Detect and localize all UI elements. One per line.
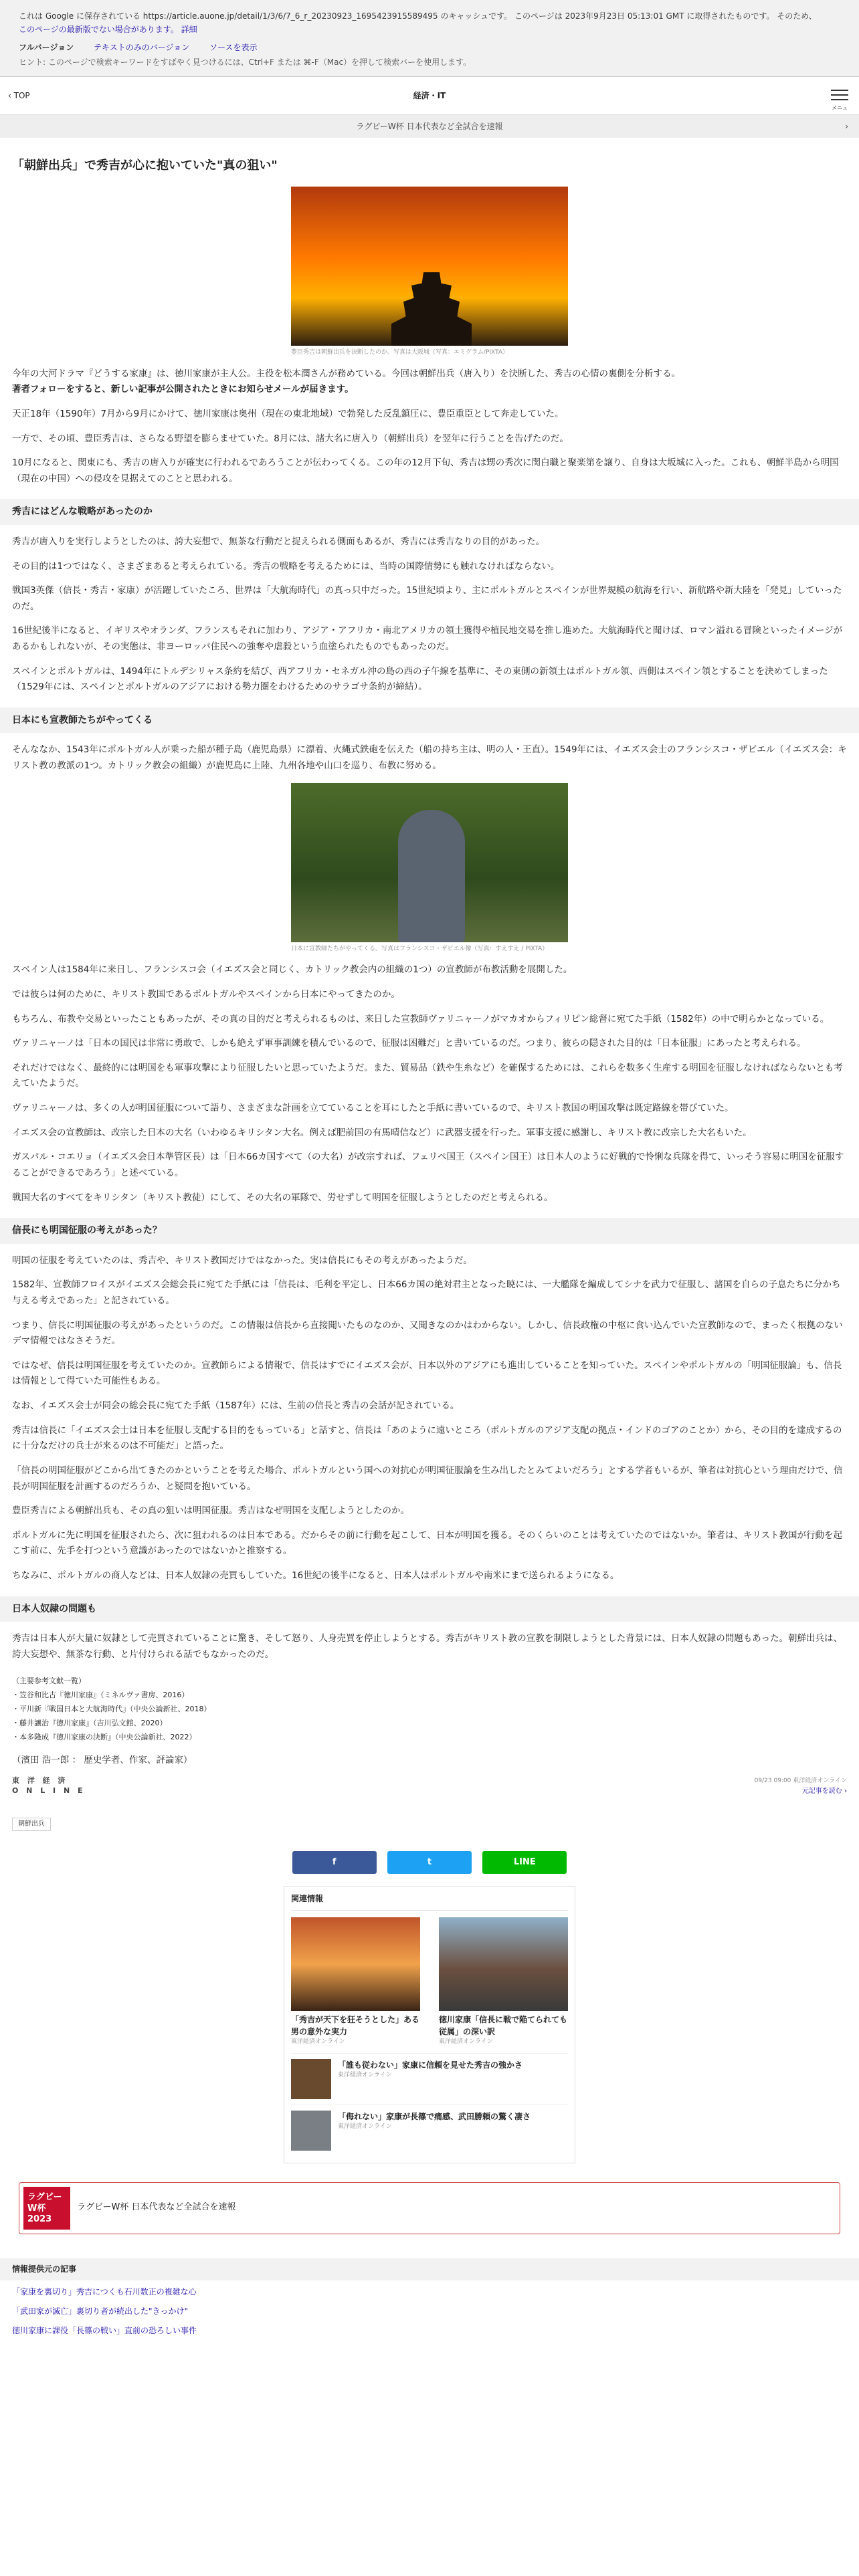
article-photo-castle	[291, 187, 568, 357]
references: （主要参考文献一覧） ・笠谷和比古『徳川家康』（ミネルヴァ書房、2016） ・平川新『戦国日本と大航海時代』（中央公論新社、2018） ・藤井讓治『徳川家康』（吉川弘文館、2020） ・本多隆成『徳川家康の決断』（中央公論新社、2022）	[12, 1675, 847, 1744]
author-line: （濱田 浩一郎 ： 歴史学者、作家、評論家）	[12, 1754, 193, 1765]
provider-articles: 情報提供元の記事 「家康を裏切り」秀吉につくも石川数正の複雑な心 「武田家が滅亡」裏切り者が続出した"きっかけ" 徳川家康に課役「長篠の戦い」直前の恐ろしい事件	[12, 2258, 847, 2338]
section-heading: 信長にも明国征服の考えがあった？	[0, 1218, 859, 1244]
top-nav	[0, 77, 859, 115]
paragraph: 秀吉は日本人が大量に奴隷として売買されていることに驚き、そして怒り、人身売買を停止しようとする。秀吉がキリスト教の宣教を制限しようとした背景には、日本人奴隷の問題もあった。朝鮮出兵は、誇大妄想や、無茶な行動、と片付けられる話でもなかったのだ。	[12, 1633, 843, 1660]
top-back-button[interactable]: ‹ TOP	[8, 90, 30, 100]
related-articles: 関連情報 「秀吉が天下を狂そうとした」ある男の意外な実力 東洋経済オンライン 徳川家康「信長に戦で陥てられても従属」の深い訳 東洋経済オンライン 「誰も従わない」家康に信頼を見せた秀吉の強かさ 東洋経済オンライン 「侮れない」家康が長篠で痛感、武田勝頼の驚く凄さ 東洋経済オンライン	[284, 1886, 575, 2164]
paragraph: ヴァリニャーノは、多くの人が明国征服について語り、さまざまな計画を立てていることを耳にしたと手紙に書いているので、キリスト教国の明国攻撃は既定路線を帯びていた。	[12, 1103, 734, 1113]
chevron-left-icon: ‹	[8, 90, 14, 100]
paragraph: それだけではなく、最終的には明国をも軍事攻撃により征服したいと思っていたようだ。また、貿易品（鉄や生糸など）を確保するためには、これらを数多く生産する明国を征服しなければならないとも考えていたようだ。	[12, 1062, 843, 1089]
facebook-share-button[interactable]: f	[292, 1851, 377, 1874]
publisher-logo: 東 洋 経 済 O N L I N E	[12, 1776, 86, 1795]
paragraph: 「信長の明国征服がどこから出てきたのかということを考えた場合、ポルトガルという国への対抗心が明国征服論を生み出したとみてよいだろう」とする学者もいるが、筆者は対抗心という理由だけで、信長が明国征服を計画するのだろうか、と疑問を抱いている。	[12, 1465, 843, 1492]
section-heading: 日本人奴隷の問題も	[0, 1596, 859, 1622]
paragraph: スペイン人は1584年に来日し、フランシスコ会（イエズス会と同じく、カトリック教会内の組織の1つ）の宣教師が布教活動を展開した。	[12, 964, 573, 976]
paragraph: ちなみに、ポルトガルの商人などは、日本人奴隷の売買もしていた。16世紀の後半になると、日本人はポルトガルや南米にまで送られるようになる。	[12, 1570, 619, 1581]
related-item[interactable]: 「誰も従わない」家康に信頼を見せた秀吉の強かさ 東洋経済オンライン	[291, 2053, 568, 2105]
provider-link[interactable]: 徳川家康に課役「長篠の戦い」直前の恐ろしい事件	[12, 2326, 197, 2336]
photo-caption: 日本に宣教師たちがやってくる。写真はフランシスコ・ザビエル像（写真：すえすえ / PIXTA）	[291, 945, 549, 952]
detail-link[interactable]: 詳細	[181, 25, 197, 35]
paragraph: ガスパル・コエリョ（イエズス会日本準管区長）は「日本66カ国すべて（の大名）が改宗すれば、フェリペ国王（スペイン国王）は日本人のように好戦的で怜悧な兵隊を得て、いっそう容易に明国を征服することができるであろう」と述べている。	[12, 1152, 844, 1178]
related-thumbnail	[439, 1917, 568, 2011]
category-title: 経済・IT	[413, 90, 446, 100]
reference-item: ・笠谷和比古『徳川家康』（ミネルヴァ書房、2016）	[12, 1691, 189, 1700]
paragraph: 1582年、宣教師フロイスがイエズス会総会長に宛てた手紙には「信長は、毛利を平定し、日本66カ国の絶対君主となった暁には、一大艦隊を編成してシナを武力で征服し、諸国を自らの子息たちに分かち与える考えであった」と記されている。	[12, 1279, 841, 1306]
text-only-link[interactable]: テキストのみのバージョン	[94, 42, 190, 52]
full-version-label: フルバージョン	[19, 42, 74, 52]
paragraph: イエズス会の宣教師は、改宗した日本の大名（いわゆるキリシタン大名。例えば肥前国の有馬晴信など）に武器支援を行った。軍事支援に感謝し、キリスト教に改宗した大名もいた。	[12, 1127, 752, 1138]
rugby-ad-banner[interactable]: ラグビーW杯2023 ラグビーW杯 日本代表など全試合を速報	[19, 2182, 840, 2234]
read-original-link[interactable]: 元記事を読む ›	[801, 1788, 847, 1796]
latest-version-link[interactable]: このページの最新版でない場合があります。	[19, 25, 179, 35]
reference-item: ・本多隆成『徳川家康の決断』（中央公論新社、2022）	[12, 1732, 197, 1741]
view-source-link[interactable]: ソースを表示	[209, 42, 258, 52]
keyword-tag[interactable]: 朝鮮出兵	[12, 1818, 51, 1831]
provider-link[interactable]: 「武田家が滅亡」裏切り者が続出した"きっかけ"	[12, 2306, 189, 2317]
related-thumbnail	[291, 1917, 420, 2011]
photo-caption: 豊臣秀吉は朝鮮出兵を決断したのか。写真は大阪城（写真：エミグラム/PIXTA）	[291, 349, 508, 356]
cache-notice: これは Google に保存されている https://article.auone.jp/detail/1/3/6/7_6_r_20230923_1695423915589495 のキャッシュです。 このページは 2023年9月23日 05:13:01 GMT に取得されたものです。 そのため、 このページの最新版でない場合があります。 詳細 フルバージョン テキストのみのバージョン ソースを表示 ヒント: このページで検索キーワードをすばやく見つけるには、Ctrl+F または ⌘-F（Mac）を押して検索バーを使用します。	[0, 0, 859, 77]
related-item[interactable]: 「侮れない」家康が長篠で痛感、武田勝頼の驚く凄さ 東洋経済オンライン	[291, 2105, 568, 2156]
paragraph: 今年の大河ドラマ『どうする家康』は、徳川家康が主人公。主役を松本潤さんが務めている。今回は朝鮮出兵（唐入り）を決断した、秀吉の心情の裏側を分析する。 著者フォローをすると、新しい記事が公開されたときにお知らせメールが届きます。	[12, 368, 680, 395]
paragraph: ヴァリニャーノは「日本の国民は非常に勇敢で、しかも絶えず軍事訓練を積んでいるので、征服は困難だ」と書いているのだ。つまり、彼らの隠された目的は「日本征服」にあったと考えられる。	[12, 1038, 806, 1049]
section-heading: 秀吉にはどんな戦略があったのか	[0, 499, 859, 525]
related-thumbnail	[291, 2059, 331, 2099]
share-buttons	[12, 1851, 847, 1874]
search-hint: ヒント: このページで検索キーワードをすばやく見つけるには、Ctrl+F または ⌘-F（Mac）を押して検索バーを使用します。	[19, 58, 472, 68]
paragraph: 戦国大名のすべてをキリシタン（キリスト教徒）にして、その大名の軍隊で、労せずして明国を征服しようとしたのだと考えられる。	[12, 1192, 553, 1203]
paragraph: つまり、信長に明国征服の考えがあったというのだ。この情報は信長から直接聞いたものなのか、又聞きなのかはわからない。しかし、信長政権の中枢に食い込んでいた宣教師なので、まったく根拠のないデマ情報ではなさそうだ。	[12, 1319, 843, 1347]
related-card[interactable]: 「秀吉が天下を狂そうとした」ある男の意外な実力 東洋経済オンライン	[291, 1917, 420, 2047]
rugby-logo: ラグビーW杯2023	[23, 2187, 70, 2230]
paragraph: 秀吉は信長に「イエズス会士は日本を征服し支配する目的をもっている」と話すと、信長は「あのように遠いところ（ポルトガルのアジア支配の拠点・インドのゴアのことか）から、その目的を達成するのに十分なだけの兵士が来るのは不可能だ」と語った。	[12, 1424, 842, 1452]
paragraph: ではなぜ、信長は明国征服を考えていたのか。宣教師らによる情報で、信長はすでにイエズス会が、日本以外のアジアにも進出していることを知っていた。スペインやポルトガルの「明国征服論」も、信長は情報として得ていた可能性もある。	[12, 1360, 842, 1387]
hamburger-icon	[831, 90, 848, 91]
paragraph: 明国の征服を考えていたのは、秀吉や、キリスト教国だけではなかった。実は信長にもその考えがあったようだ。	[12, 1255, 472, 1266]
chevron-right-icon: ›	[845, 121, 848, 131]
paragraph: ポルトガルに先に明国を征服されたら、次に狙われるのは日本である。だからその前に行動を起こして、日本が明国を獲る。そのくらいのことは考えていたのではないか。筆者は、キリスト教国が行動を起こす前に、先手を打つという意識があったのではないかと推察する。	[12, 1529, 843, 1557]
paragraph: その目的は1つではなく、さまざまあると考えられている。秀吉の戦略を考えるためには、当時の国際情勢にも触れなければならない。	[12, 560, 560, 572]
menu-button[interactable]: メニュ	[831, 86, 848, 122]
paragraph: もちろん、布教や交易といったこともあったが、その真の目的だと考えられるものは、来日した宣教師ヴァリニャーノがマカオからフィリピン総督に宛てた手紙（1582年）の中で明らかとなっている。	[12, 1013, 830, 1025]
top-banner[interactable]: ラグビーW杯 日本代表など全試合を速報 ›	[0, 115, 859, 138]
paragraph: スペインとポルトガルは、1494年にトルデシリャス条約を結び、西アフリカ・セネガル沖の島の西の子午線を基準に、その東側の新領土はポルトガル領、西側はスペイン領とすることを決めてしまった（1529年には、スペインとポルトガルのアジアにおける勢力圏をわけるためのサラゴサ条約が締結）。	[12, 665, 828, 693]
paragraph: 戦国3英傑（信長・秀吉・家康）が活躍していたころ、世界は「大航海時代」の真っ只中だった。15世紀頃より、主にポルトガルとスペインが世界規模の航海を行い、新航路や新大陸を「発見」していったのだ。	[12, 585, 842, 612]
publish-date: 09/23 09:00 東洋経済オンライン	[754, 1778, 847, 1785]
line-share-button[interactable]: LINE	[482, 1851, 567, 1874]
paragraph: 秀吉が唐入りを実行しようとしたのは、誇大妄想で、無茶な行動だと捉えられる側面もあるが、秀吉には秀吉なりの目的があった。	[12, 536, 545, 547]
related-thumbnail	[291, 2111, 331, 2151]
article-photo-statue	[291, 783, 568, 954]
paragraph: 16世紀後半になると、イギリスやオランダ、フランスもそれに加わり、アジア・アフリカ・南北アメリカの領土獲得や植民地交易を推し進めた。大航海時代と聞けば、ロマン溢れる冒険といったイメージがあるかもしれないが、その実態は、非ヨーロッパ住民への強奪や虐殺という血塗られたものでもあったのだ。	[12, 625, 843, 653]
paragraph: そんななか、1543年にポルトガル人が乗った船が種子島（鹿児島県）に漂着、火縄式鉄砲を伝えた（船の持ち主は、明の人・王直）。1549年には、イエズス会士のフランシスコ・ザビエル（イエズス会：キリスト教の教派の1つ。カトリック教会の組織）が鹿児島に上陸、九州各地や山口を巡り、布教に努める。	[12, 744, 847, 772]
article-title: 「朝鮮出兵」で秀吉が心に抱いていた"真の狙い"	[12, 158, 278, 173]
reference-item: ・藤井讓治『徳川家康』（吉川弘文館、2020）	[12, 1719, 167, 1728]
paragraph: 天正18年（1590年）7月から9月にかけて、徳川家康は奥州（現在の東北地域）で勃発した反乱鎮圧に、豊臣重臣として奔走していた。	[12, 408, 564, 419]
provider-link[interactable]: 「家康を裏切り」秀吉につくも石川数正の複雑な心	[12, 2287, 197, 2297]
paragraph: 10月になると、関東にも、秀吉の唐入りが確実に行われるであろうことが伝わってくる。この年の12月下旬、秀吉は甥の秀次に関白職と聚楽第を譲り、自身は大坂城に入った。これも、朝鮮半島から明国（現在の中国）への侵攻を見据えてのことと思われる。	[12, 457, 839, 484]
paragraph: なお、イエズス会士が同会の総会長に宛てた手紙（1587年）には、生前の信長と秀吉の会話が記されている。	[12, 1400, 460, 1411]
related-card[interactable]: 徳川家康「信長に戦で陥てられても従属」の深い訳 東洋経済オンライン	[439, 1917, 568, 2047]
paragraph: 一方で、その頃、豊臣秀吉は、さらなる野望を膨らませていた。8月には、諸大名に唐入り（朝鮮出兵）を翌年に行うことを告げたのだ。	[12, 433, 569, 444]
section-heading: 日本にも宣教師たちがやってくる	[0, 708, 859, 734]
paragraph: 豊臣秀吉による朝鮮出兵も、その真の狙いは明国征服。秀吉はなぜ明国を支配しようとしたのか。	[12, 1505, 409, 1517]
twitter-share-button[interactable]: t	[387, 1851, 472, 1874]
reference-item: ・平川新『戦国日本と大航海時代』（中央公論新社、2018）	[12, 1705, 211, 1714]
paragraph: では彼らは何のために、キリスト教国であるポルトガルやスペインから日本にやってきたのか。	[12, 988, 400, 1000]
